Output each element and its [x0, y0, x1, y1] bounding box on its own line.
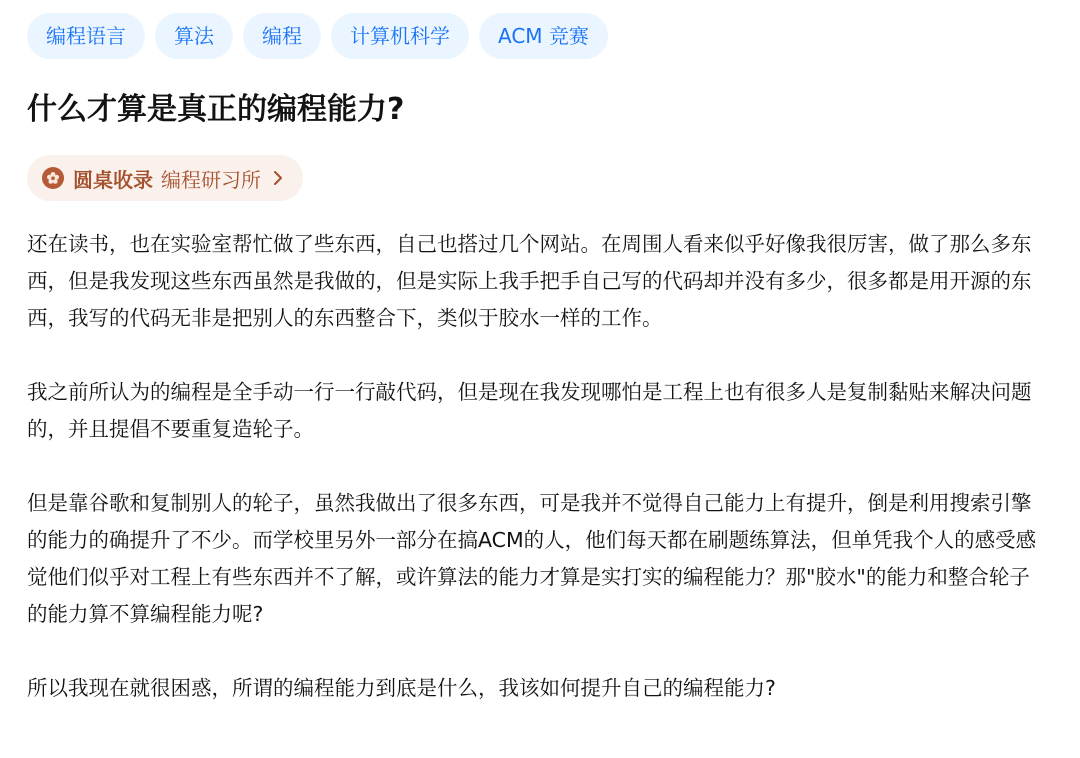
- topic-tag-acm-contest[interactable]: ACM 竞赛: [479, 13, 608, 59]
- roundtable-flower-icon: [42, 167, 64, 189]
- roundtable-link[interactable]: [27, 155, 303, 201]
- topic-tag-programming-language[interactable]: 编程语言: [27, 13, 145, 59]
- question-title: 什么才算是真正的编程能力?: [27, 92, 405, 127]
- topic-tag-programming[interactable]: 编程: [243, 13, 321, 59]
- detail-paragraph: 所以我现在就很困惑，所谓的编程能力到底是什么，我该如何提升自己的编程能力?: [27, 676, 776, 700]
- detail-paragraph: 还在读书，也在实验室帮忙做了些东西，自己也搭过几个网站。在周围人看来似乎好像我很厉害，做了那么多东西，但是我发现这些东西虽然是我做的，但是实际上我手把手自己写的代码却并没有多少，很多都是用开源的东西，我写的代码无非是把别人的东西整合下，类似于胶水一样的工作。: [27, 232, 1032, 330]
- topic-tag-algorithm[interactable]: 算法: [155, 13, 233, 59]
- detail-paragraph: 但是靠谷歌和复制别人的轮子，虽然我做出了很多东西，可是我并不觉得自己能力上有提升，倒是利用搜索引擎的能力的确提升了不少。而学校里另外一部分在搞ACM的人，他们每天都在刷题练算法，但单凭我个人的感受感觉他们似乎对工程上有些东西并不了解，或许算法的能力才算是实打实的编程能力？那"胶水"的能力和整合轮子的能力算不算编程能力呢?: [27, 491, 1037, 626]
- detail-paragraph: 我之前所认为的编程是全手动一行一行敲代码，但是现在我发现哪怕是工程上也有很多人是复制黏贴来解决问题的，并且提倡不要重复造轮子。: [27, 380, 1032, 441]
- topic-tag-computer-science[interactable]: 计算机科学: [331, 13, 469, 59]
- roundtable-name: 编程研习所: [161, 167, 261, 192]
- question-detail: [27, 226, 1042, 707]
- roundtable-label: 圆桌收录: [73, 167, 153, 192]
- chevron-right-icon: [273, 170, 283, 186]
- topic-tags: [27, 13, 1080, 59]
